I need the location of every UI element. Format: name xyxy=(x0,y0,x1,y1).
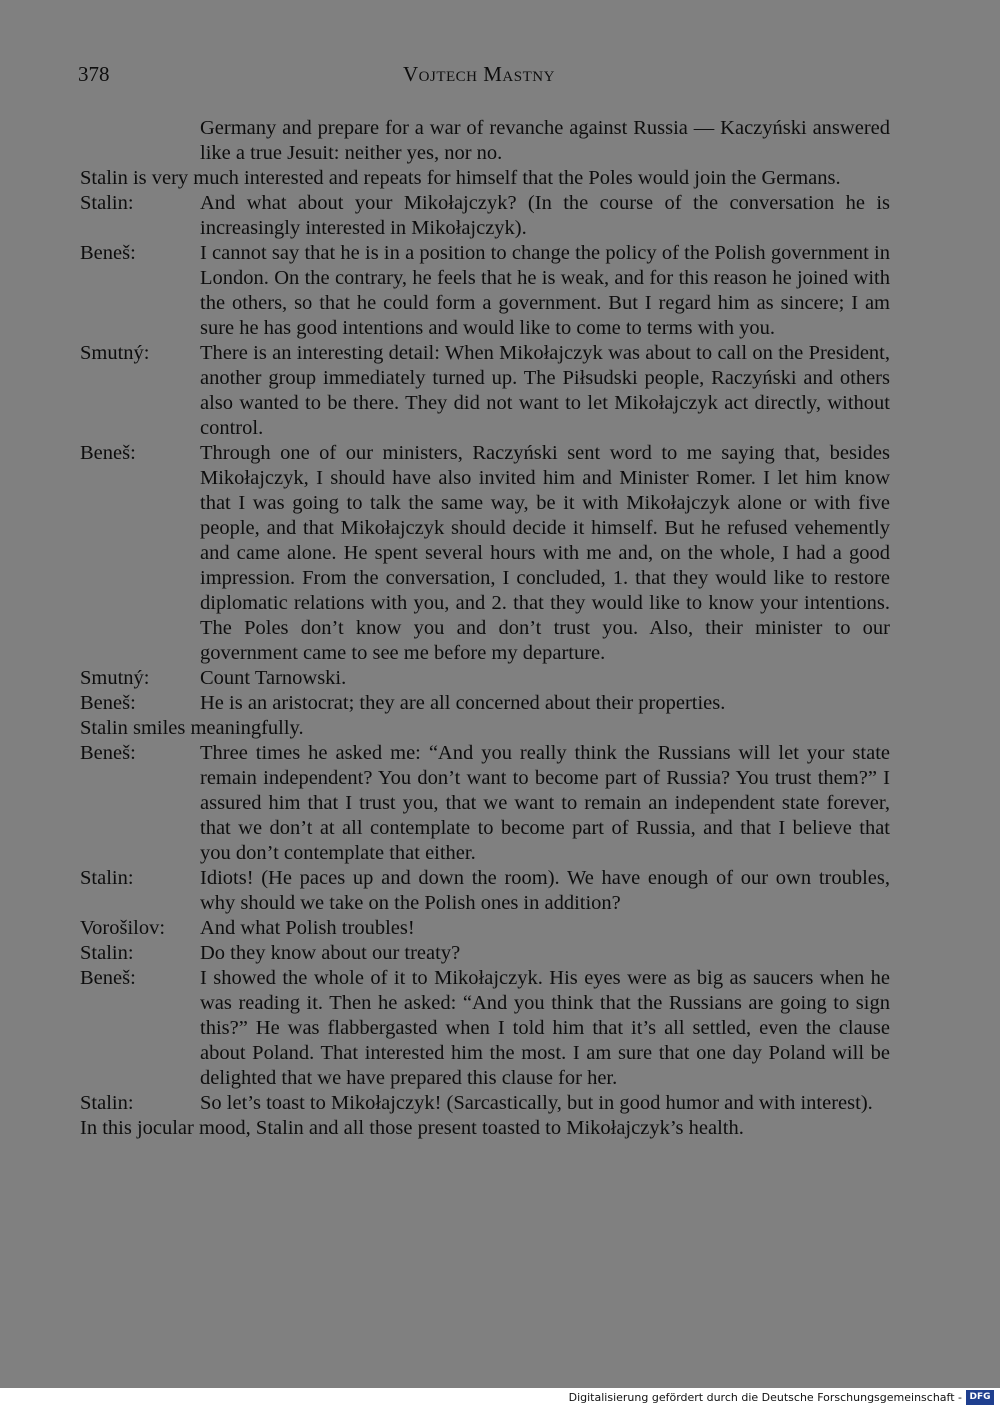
footer-bar xyxy=(0,1388,1000,1409)
speaker-label: Beneš: xyxy=(80,967,136,989)
narration: Stalin smiles meaningfully. xyxy=(80,717,304,739)
speaker-label: Beneš: xyxy=(80,442,136,464)
page-header xyxy=(78,62,898,92)
dialogue-row xyxy=(80,941,890,966)
dialogue-row xyxy=(80,916,890,941)
speech-text: And what Polish troubles! xyxy=(200,917,415,939)
speech-text: So let’s toast to Mikołajczyk! (Sarcastically, but in good humor and with interest). xyxy=(200,1092,873,1114)
speaker-label: Stalin: xyxy=(80,1092,134,1114)
running-head: Vojtech Mastny xyxy=(403,62,555,86)
dialogue-row xyxy=(80,866,890,916)
speech-text: I showed the whole of it to Mikołajczyk. His eyes were as big as saucers when he was reading it. Then he asked: “And you think that the Russians are going to sign this?” He was flabbergasted when I told him that it’s all settled, even the clause about Poland. That interested him the most. I am sure that one day Poland will be delighted that we have prepared this clause for her. xyxy=(200,967,890,1089)
speaker-label: Vorošilov: xyxy=(80,917,166,939)
speech-text: I cannot say that he is in a position to change the policy of the Polish government in London. On the contrary, he feels that he is weak, and for this reason he joined with the others, so that he could form a government. But I regard him as sincere; I am sure he has good intentions and would like to come to terms with you. xyxy=(200,242,890,339)
dialogue-row xyxy=(80,241,890,341)
dialogue-row xyxy=(80,341,890,441)
speaker-label: Beneš: xyxy=(80,742,136,764)
funding-credit: Digitalisierung gefördert durch die Deutsche Forschungsgemeinschaft - xyxy=(568,1391,962,1404)
dialogue-block xyxy=(80,741,890,1116)
page-number: 378 xyxy=(78,62,110,86)
closing-paragraph: In this jocular mood, Stalin and all those present toasted to Mikołajczyk’s health. xyxy=(80,1117,744,1139)
dfg-logo: DFG xyxy=(966,1390,994,1405)
dialogue-block xyxy=(80,191,890,716)
narration: Stalin is very much interested and repeats for himself that the Poles would join the Germans. xyxy=(80,167,841,189)
speech-text: And what about your Mikołajczyk? (In the course of the conversation he is increasingly interested in Mikołajczyk). xyxy=(200,192,890,239)
dialogue-row xyxy=(80,691,890,716)
speech-text: Do they know about our treaty? xyxy=(200,942,461,964)
opening-paragraph: Germany and prepare for a war of revanche against Russia — Kaczyński answered like a true Jesuit: neither yes, nor no. xyxy=(200,117,890,164)
speaker-label: Smutný: xyxy=(80,667,150,689)
speech-text: Count Tarnowski. xyxy=(200,667,347,689)
dialogue-row xyxy=(80,741,890,866)
dialogue-row xyxy=(80,966,890,1091)
speaker-label: Stalin: xyxy=(80,192,134,214)
dialogue-row xyxy=(80,1091,890,1116)
speech-text: Three times he asked me: “And you really think the Russians will let your state remain independent? You don’t want to become part of Russia? You trust them?” I assured him that I trust you, that we want to remain an independent state forever, that we don’t at all contemplate to become part of Russia, and that I believe that you don’t contemplate that either. xyxy=(200,742,890,864)
speaker-label: Stalin: xyxy=(80,942,134,964)
speech-text: There is an interesting detail: When Mikołajczyk was about to call on the President, another group immediately turned up. The Piłsudski people, Raczyński and others also wanted to be there. They did not want to let Mikołajczyk act directly, without control. xyxy=(200,342,890,439)
dialogue-row xyxy=(80,191,890,241)
page-body xyxy=(80,116,890,1141)
speaker-label: Smutný: xyxy=(80,342,150,364)
speaker-label: Beneš: xyxy=(80,242,136,264)
speech-text: Through one of our ministers, Raczyński sent word to me saying that, besides Mikołajczyk, I should have also invited him and Minister Romer. I let him know that I was going to talk the same way, be it with Mikołajczyk alone or with five people, and that Mikołajczyk should decide it himself. But he refused vehemently and came alone. He spent several hours with me and, on the whole, I had a good impression. From the conversation, I concluded, 1. that they would like to restore diplomatic relations with you, and 2. that they would like to know your intentions. The Poles don’t know you and don’t trust you. Also, their minister to our government came to see me before my departure. xyxy=(200,442,890,664)
dialogue-row xyxy=(80,666,890,691)
speech-text: Idiots! (He paces up and down the room). We have enough of our own troubles, why should we take on the Polish ones in addition? xyxy=(200,867,890,914)
speaker-label: Stalin: xyxy=(80,867,134,889)
dialogue-row xyxy=(80,441,890,666)
speech-text: He is an aristocrat; they are all concerned about their properties. xyxy=(200,692,726,714)
speaker-label: Beneš: xyxy=(80,692,136,714)
